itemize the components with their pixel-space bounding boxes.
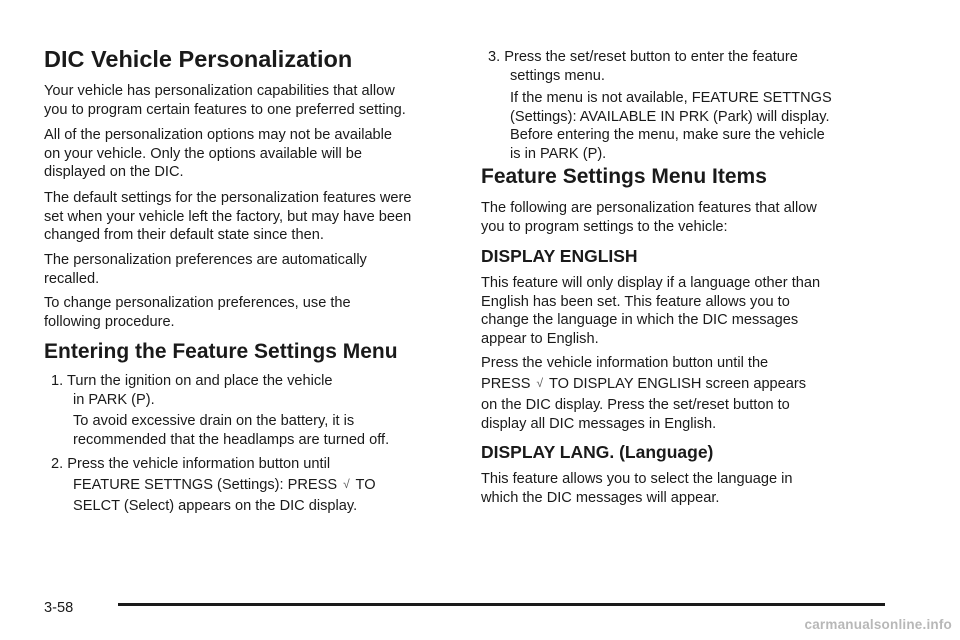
text-span: TO DISPLAY ENGLISH screen appears [548, 376, 807, 392]
step-3-note [510, 89, 832, 163]
page-title: DIC Vehicle Personalization [44, 46, 353, 72]
section-title-menu-items: Feature Settings Menu Items [481, 165, 767, 188]
text-line: following procedure. [44, 313, 175, 330]
text-line: English has been set. This feature allows you to [481, 293, 790, 310]
text-line: you to program settings to the vehicle: [481, 218, 728, 235]
step-3 [488, 48, 798, 85]
text-line: you to program certain features to one preferred setting. [44, 101, 406, 118]
text-line: To change personalization preferences, use the [44, 295, 351, 311]
checkmark-icon: √ [536, 376, 544, 390]
intro-paragraph-3 [44, 189, 412, 245]
text-line: 3. Press the set/reset button to enter the feature [488, 49, 798, 65]
text-line: change the language in which the DIC messages [481, 312, 799, 329]
text-line: Your vehicle has personalization capabilities that allow [44, 83, 395, 99]
text-line: The default settings for the personalization features were [44, 190, 412, 206]
text-line: Before entering the menu, make sure the vehicle [510, 127, 825, 144]
step-1-note [73, 412, 389, 449]
display-english-paragraph-2 [481, 354, 768, 373]
footer-rule [118, 603, 885, 606]
display-english-paragraph-2-rest [481, 396, 790, 433]
text-line: (Settings): AVAILABLE IN PRK (Park) will display. [510, 108, 830, 125]
text-line: which the DIC messages will appear. [481, 489, 720, 506]
section-title-entering: Entering the Feature Settings Menu [44, 340, 398, 363]
text-line: displayed on the DIC. [44, 164, 184, 181]
intro-paragraph-5 [44, 294, 351, 331]
text-line: 2. Press the vehicle information button until [51, 456, 331, 472]
text-line: appear to English. [481, 330, 599, 347]
watermark: carmanualsonline.info [804, 617, 952, 632]
text-line: on your vehicle. Only the options available will be [44, 145, 362, 162]
text-line: in PARK (P). [73, 391, 155, 408]
checkmark-icon: √ [343, 477, 350, 491]
heading-display-lang: DISPLAY LANG. (Language) [481, 442, 714, 462]
text-line: The personalization preferences are automatically [44, 252, 367, 268]
intro-paragraph-2 [44, 126, 392, 182]
text-line: recalled. [44, 270, 100, 287]
text-line: Press the vehicle information button until the [481, 355, 769, 371]
step-1 [51, 372, 333, 409]
intro-paragraph-1 [44, 82, 406, 119]
text-span: PRESS [481, 376, 531, 392]
step-2-line-3 [73, 497, 357, 516]
text-line: This feature allows you to select the language in [481, 471, 793, 487]
text-line: 1. Turn the ignition on and place the vehicle [51, 373, 333, 389]
text-line: display all DIC messages in English. [481, 415, 717, 432]
text-span: TO [355, 477, 376, 493]
menu-items-intro [481, 199, 817, 236]
text-line: settings menu. [510, 67, 605, 84]
text-line: SELCT (Select) appears on the DIC display. [73, 498, 358, 514]
text-line: The following are personalization features that allow [481, 200, 817, 216]
text-line: changed from their default state since then. [44, 227, 324, 244]
text-line: recommended that the headlamps are turned off. [73, 431, 390, 448]
text-line: set when your vehicle left the factory, but may have been [44, 208, 412, 225]
display-english-paragraph-1 [481, 274, 820, 348]
heading-display-english: DISPLAY ENGLISH [481, 246, 638, 266]
text-line: To avoid excessive drain on the battery, it is [73, 413, 355, 429]
step-2 [51, 455, 330, 474]
step-2-line-2 [73, 476, 376, 495]
page-number: 3-58 [44, 600, 74, 616]
text-line: on the DIC display. Press the set/reset button to [481, 397, 790, 413]
display-english-paragraph-2-line-2 [481, 375, 806, 394]
intro-paragraph-4 [44, 251, 367, 288]
text-line: is in PARK (P). [510, 145, 607, 162]
display-lang-paragraph-1 [481, 470, 793, 507]
text-line: This feature will only display if a language other than [481, 275, 821, 291]
text-span: FEATURE SETTNGS (Settings): PRESS [73, 477, 338, 493]
text-line: All of the personalization options may not be available [44, 127, 393, 143]
text-line: If the menu is not available, FEATURE SETTNGS [510, 90, 832, 106]
